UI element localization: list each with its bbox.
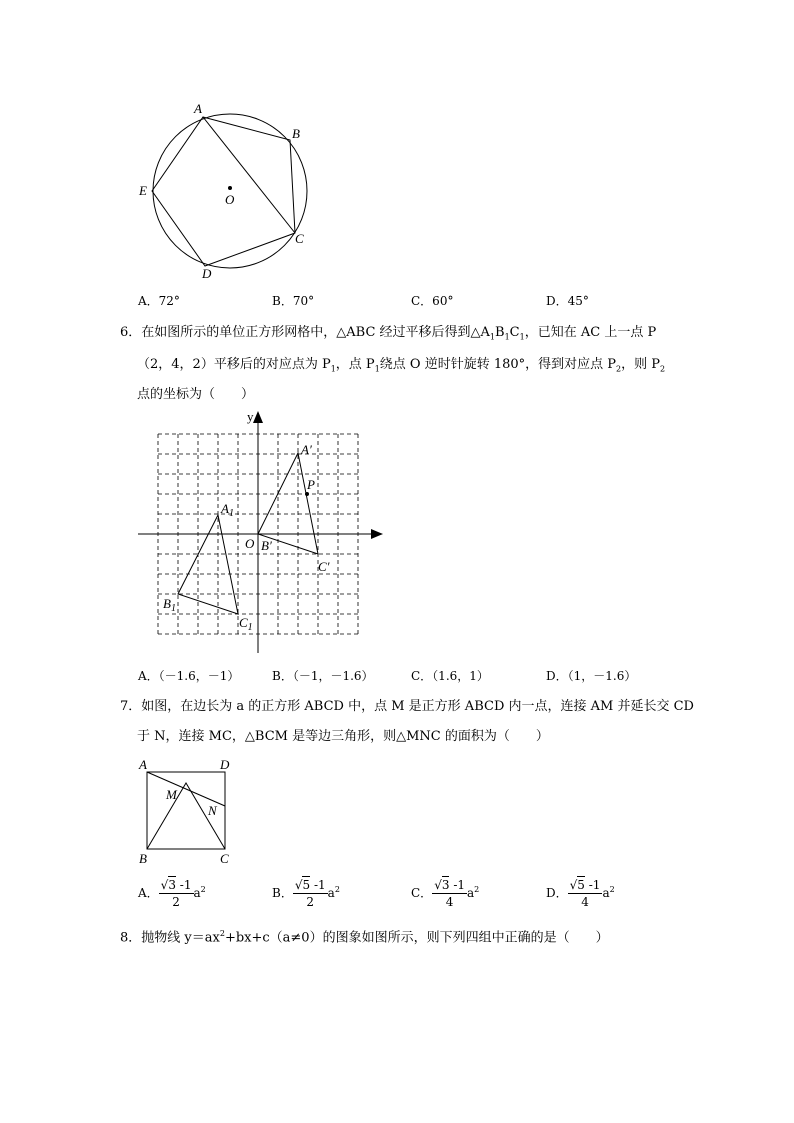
q5-label-e: E	[139, 183, 147, 198]
q6-grid-figure	[135, 405, 390, 657]
q7-option-a-tail: a	[193, 886, 201, 900]
q7-option-b-letter: B．	[272, 886, 293, 900]
q7-label-n: N	[208, 803, 217, 818]
q5-label-b: B	[292, 126, 300, 141]
q6-label-b-prime: B′	[261, 538, 272, 553]
q6-label-b1-sub: 1	[170, 603, 176, 614]
q7-option-b-tail: a	[327, 886, 335, 900]
q6-label-o: O	[245, 536, 255, 551]
q8-line-1	[120, 930, 609, 944]
q5-label-a: A	[194, 101, 202, 116]
q6-line-1	[120, 326, 656, 342]
q7-line-1: 7．如图，在边长为 a 的正方形 ABCD 中，点 M 是正方形 ABCD 内一点，连接 AM 并延长交 CD	[120, 699, 694, 714]
q6-triangle-a1b1c1	[178, 515, 238, 614]
q7-option-a	[138, 878, 206, 909]
q7-option-c	[411, 878, 479, 909]
q6-option-c: C．（1.6，1）	[411, 669, 489, 683]
q6-sub-c1: 1	[519, 332, 525, 342]
q6-line1-text: 6．在如图所示的单位正方形网格中，△ABC 经过平移后得到△A	[120, 325, 490, 340]
q7-option-c-num-tail: -1	[453, 878, 466, 892]
q6-label-a-prime: A′	[301, 442, 312, 457]
q6-label-y: y	[247, 409, 254, 424]
q6-point-p	[305, 492, 309, 496]
q7-option-c-fraction: $\frac{√3 -1}{4}$	[434, 878, 466, 909]
q7-option-c-exp: 2	[474, 885, 480, 894]
q7-option-b	[272, 878, 340, 909]
q8-post: +bx+c（a≠0）的图象如图所示，则下列四组中正确的是（ ）	[224, 930, 609, 946]
q7-option-d-letter: D．	[546, 886, 568, 900]
q6-line2-mid: ，点 P	[335, 357, 375, 372]
q7-option-a-den: 2	[172, 895, 180, 909]
q7-option-d-den: 4	[581, 895, 589, 909]
q7-option-a-root: 3	[168, 878, 176, 892]
q6-label-a1-sub: 1	[228, 508, 234, 519]
q7-option-c-root: 3	[441, 878, 450, 892]
q5-option-b: B．70°	[272, 294, 315, 308]
q6-line2-mid2: 绕点 O 逆时针旋转 180°，得到对应点 P	[379, 357, 617, 372]
q6-sub-p2: 2	[616, 364, 622, 374]
q6-sub-p2b: 2	[660, 364, 666, 374]
q6-label-p: P	[307, 477, 315, 492]
q6-label-a1-letter: A	[221, 501, 229, 516]
q6-x-arrow	[371, 529, 383, 539]
q5-label-c: C	[295, 231, 304, 246]
q5-circle	[153, 114, 307, 268]
q6-option-a: A．（－1.6，－1）	[138, 669, 240, 683]
q6-sub-b1: 1	[504, 332, 510, 342]
q5-label-d: D	[202, 266, 212, 281]
q6-sub-a1: 1	[489, 332, 496, 342]
q6-sub-p1b: 1	[374, 364, 380, 374]
q7-option-c-letter: C．	[411, 886, 433, 900]
q7-label-a: A	[139, 757, 147, 772]
q6-label-a1	[220, 501, 234, 519]
q6-label-b1	[163, 596, 176, 614]
q6-label-c1-letter: C	[239, 615, 248, 630]
q6-b-letter: B	[495, 325, 505, 340]
q7-label-c: C	[220, 851, 229, 866]
q6-option-b: B．（－1，－1.6）	[272, 669, 374, 683]
q7-option-b-num-tail: -1	[313, 878, 326, 892]
q6-line2-text: （2，4，2）平移后的对应点为 P	[137, 357, 331, 372]
q6-label-c1	[239, 615, 253, 633]
q6-option-d: D．（1，－1.6）	[546, 669, 637, 683]
q7-label-m: M	[166, 787, 177, 802]
q6-sub-p1: 1	[330, 364, 336, 374]
q7-option-a-num-tail: -1	[179, 878, 192, 892]
q5-option-d: D．45°	[546, 294, 589, 308]
q6-label-b1-letter: B	[163, 596, 171, 611]
q7-option-d-num-tail: -1	[588, 878, 601, 892]
q7-option-c-tail: a	[467, 886, 475, 900]
q8-pre: 8．抛物线 y＝ax	[120, 930, 220, 946]
q6-line-2	[137, 358, 665, 374]
q5-diagonal-ac	[203, 117, 295, 233]
q6-line1-tail: ，已知在 AC 上一点 P	[524, 325, 657, 340]
q7-option-a-letter: A．	[138, 886, 159, 900]
q6-label-c-prime: C′	[318, 559, 330, 574]
q8-exp: 2	[219, 929, 225, 938]
q7-option-d-exp: 2	[609, 885, 615, 894]
q7-line-an	[147, 772, 225, 806]
q7-option-a-exp: 2	[200, 885, 206, 894]
q7-line-2: 于 N，连接 MC，△BCM 是等边三角形，则△MNC 的面积为（ ）	[137, 729, 549, 744]
q7-option-c-den: 4	[445, 895, 454, 909]
q5-option-c: C．60°	[411, 294, 454, 308]
q7-square-figure	[133, 755, 243, 870]
q6-label-c1-sub: 1	[247, 622, 253, 633]
q7-option-d	[546, 878, 615, 909]
q5-center-dot	[228, 186, 232, 190]
q5-option-a: A．72°	[138, 294, 180, 308]
q7-label-b: B	[139, 851, 147, 866]
q7-option-b-root: 5	[302, 878, 311, 892]
q7-option-b-exp: 2	[334, 885, 340, 894]
q5-pentagon-figure	[130, 100, 330, 285]
q6-c-letter: C	[509, 325, 520, 340]
q7-option-b-fraction: $\frac{√5 -1}{2}$	[294, 878, 326, 909]
q6-line2-tail: ，则 P	[621, 357, 661, 372]
q6-line-3: 点的坐标为（ ）	[137, 387, 255, 402]
q7-option-d-fraction: $\frac{√5 -1}{4}$	[569, 878, 601, 909]
q7-option-b-den: 2	[306, 895, 315, 909]
q7-label-d: D	[220, 757, 230, 772]
q7-option-d-root: 5	[577, 878, 585, 892]
q6-y-arrow	[253, 411, 263, 423]
q7-option-a-fraction: $\frac{√3 -1}{2}$	[160, 878, 192, 909]
q7-option-d-tail: a	[602, 886, 610, 900]
q5-label-o: O	[225, 192, 235, 207]
